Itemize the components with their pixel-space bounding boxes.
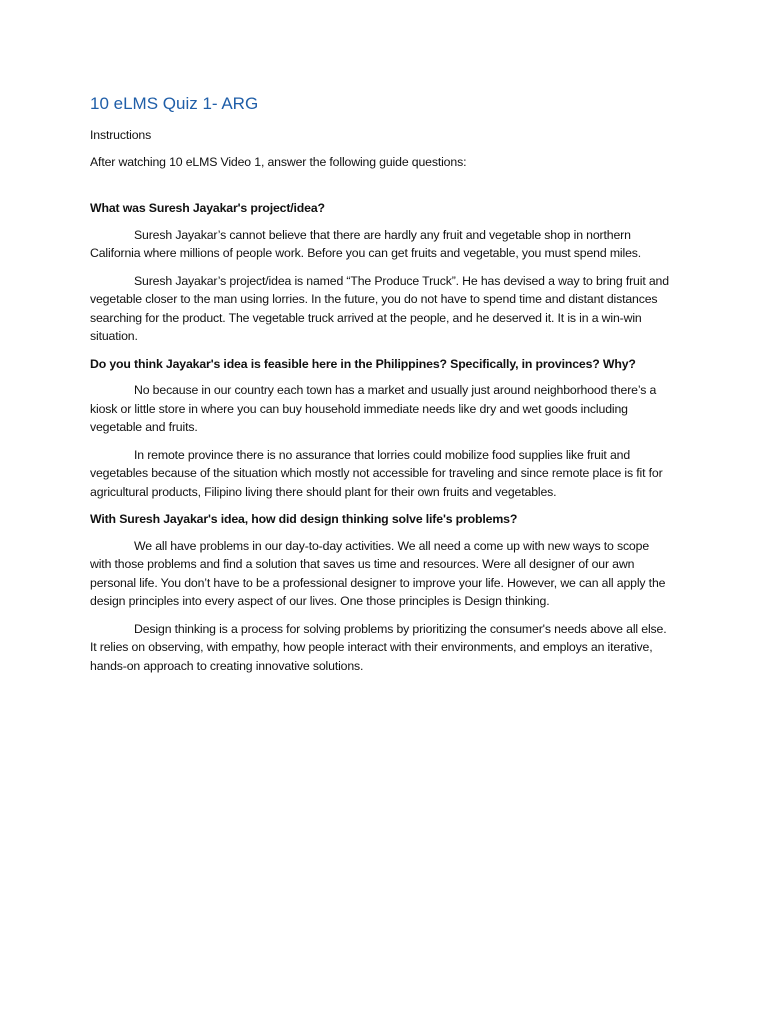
- instructions-label: Instructions: [90, 128, 152, 142]
- question-heading: With Suresh Jayakar's idea, how did design thinking solve life's problems?: [90, 512, 518, 526]
- document-body: [90, 92, 672, 684]
- question-section-3: [90, 510, 672, 675]
- question-heading: Do you think Jayakar's idea is feasible here in the Philippines? Specifically, in provinces? Why?: [90, 356, 636, 371]
- document-title: 10 eLMS Quiz 1- ARG: [90, 94, 259, 113]
- answer-paragraph: We all have problems in our day-to-day activities. We all need a come up with new ways to scope with those problems and find a solution that saves us time and resources. Were all designer of our awn personal life. You don’t have to be a professional designer to improve your life. However, we can all apply the design principles into every aspect of our lives. One those principles is Design thinking.: [90, 538, 666, 608]
- question-section-2: [90, 355, 672, 502]
- instructions-text: After watching 10 eLMS Video 1, answer the following guide questions:: [90, 154, 467, 169]
- question-section-1: [90, 199, 672, 346]
- answer-paragraph: Suresh Jayakar’s project/idea is named “The Produce Truck”. He has devised a way to bring fruit and vegetable closer to the man using lorries. In the future, you do not have to spend time and distant distances searching for the product. The vegetable truck arrived at the people, and he deserved it. It is in a win-win situation.: [90, 273, 669, 343]
- answer-paragraph: Suresh Jayakar’s cannot believe that there are hardly any fruit and vegetable shop in northern California where millions of people work. Before you can get fruits and vegetable, you must spend miles.: [90, 227, 642, 260]
- answer-paragraph: Design thinking is a process for solving problems by prioritizing the consumer's needs above all else. It relies on observing, with empathy, how people interact with their environments, and employs an iterative, hands-on approach to creating innovative solutions.: [90, 621, 667, 673]
- answer-paragraph: No because in our country each town has a market and usually just around neighborhood there’s a kiosk or little store in where you can buy household immediate needs like dry and wet goods including vegetable and fruits.: [90, 383, 657, 434]
- answer-paragraph: In remote province there is no assurance that lorries could mobilize food supplies like fruit and vegetables because of the situation which mostly not accessible for traveling and since remote place is fit for agricultural products, Filipino living there should plant for their own fruits and vegetables.: [90, 447, 663, 499]
- question-heading: What was Suresh Jayakar's project/idea?: [90, 201, 325, 215]
